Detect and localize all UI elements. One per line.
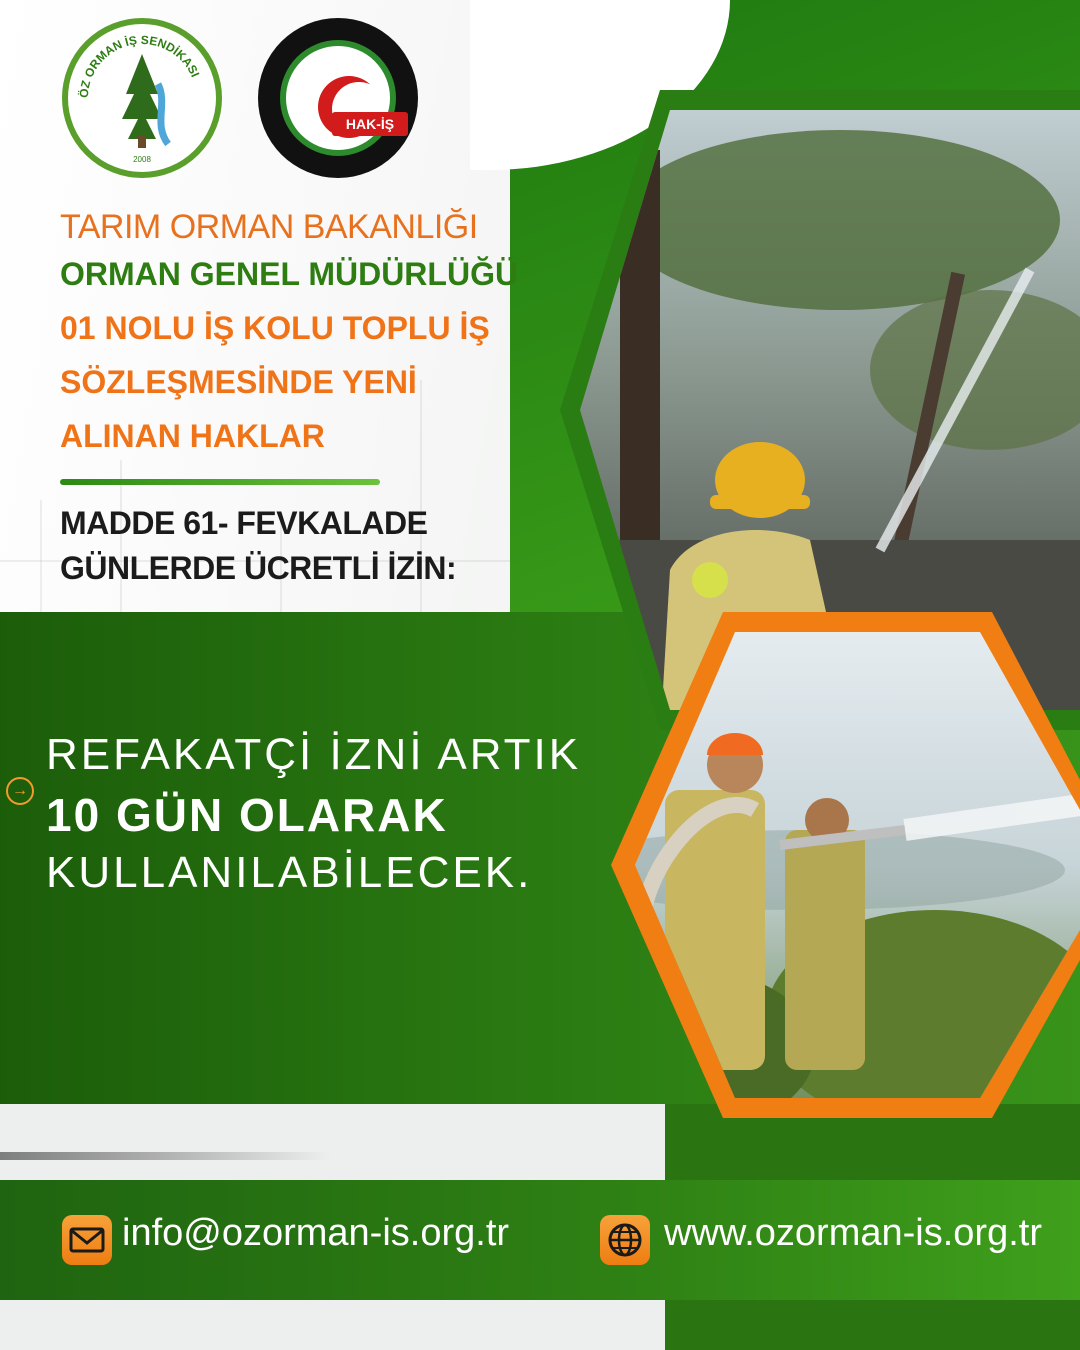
ministry-title: TARIM ORMAN BAKANLIĞI [60,208,478,246]
hak-is-logo [258,18,418,178]
hak-is-inner-circle [280,40,396,156]
arrow-circle-icon: → [6,777,34,805]
divider [60,479,380,485]
main-message-line-3: KULLANILABİLECEK. [46,848,533,897]
firefighters-hose-photo-hexagon [605,610,1080,1120]
directorate-title: ORMAN GENEL MÜDÜRLÜĞÜ [60,256,519,292]
headline-line-3: ALINAN HAKLAR [60,418,325,454]
decorative-stripe [0,1152,330,1160]
logo-ring-text: ÖZ ORMAN İŞ SENDİKASI [76,32,203,99]
oz-orman-is-logo [62,18,222,178]
headline-line-1: 01 NOLU İŞ KOLU TOPLU İŞ [60,310,490,346]
globe-icon [600,1215,650,1265]
headline-line-2: SÖZLEŞMESİNDE YENİ [60,364,417,400]
article-line-2: GÜNLERDE ÜCRETLİ İZİN: [60,550,457,586]
mail-icon [62,1215,112,1265]
main-message-line-1: REFAKATÇİ İZNİ ARTIK [46,730,582,779]
hak-is-label: HAK-İŞ [332,112,408,136]
email-link[interactable]: info@ozorman-is.org.tr [122,1212,510,1254]
article-line-1: MADDE 61- FEVKALADE [60,505,428,541]
website-link[interactable]: www.ozorman-is.org.tr [664,1212,1042,1254]
main-message-line-2: 10 GÜN OLARAK [46,789,448,841]
logo-year: 2008 [133,155,151,164]
